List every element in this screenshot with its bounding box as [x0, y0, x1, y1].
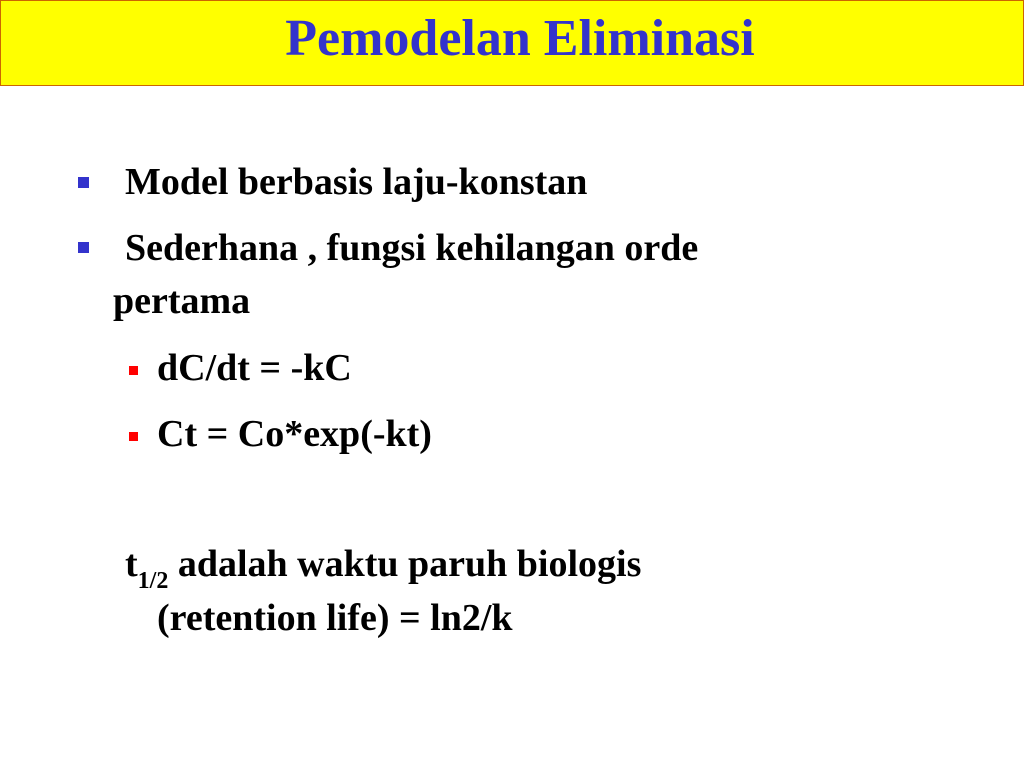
- half-life-subscript: 1/2: [137, 568, 169, 594]
- sub-bullet-square-icon: [129, 366, 138, 375]
- title-bar: [0, 0, 1024, 86]
- half-life-note: [125, 543, 642, 594]
- half-life-text-line2: (retention life) = ln2/k: [157, 597, 513, 639]
- bullet-square-icon: [78, 177, 89, 188]
- bullet-text-2-line2: pertama: [113, 280, 251, 322]
- half-life-symbol: t: [125, 543, 138, 585]
- slide-title: Pemodelan Eliminasi: [285, 10, 755, 67]
- half-life-text-line1: adalah waktu paruh biologis: [168, 543, 642, 585]
- bullet-square-icon: [78, 242, 89, 253]
- bullet-text-1: Model berbasis laju-konstan: [125, 161, 588, 203]
- sub-bullet-text-1: dC/dt = -kC: [157, 347, 352, 389]
- sub-bullet-square-icon: [129, 432, 138, 441]
- bullet-text-2-line1: Sederhana , fungsi kehilangan orde: [125, 227, 699, 269]
- sub-bullet-text-2: Ct = Co*exp(-kt): [157, 413, 432, 455]
